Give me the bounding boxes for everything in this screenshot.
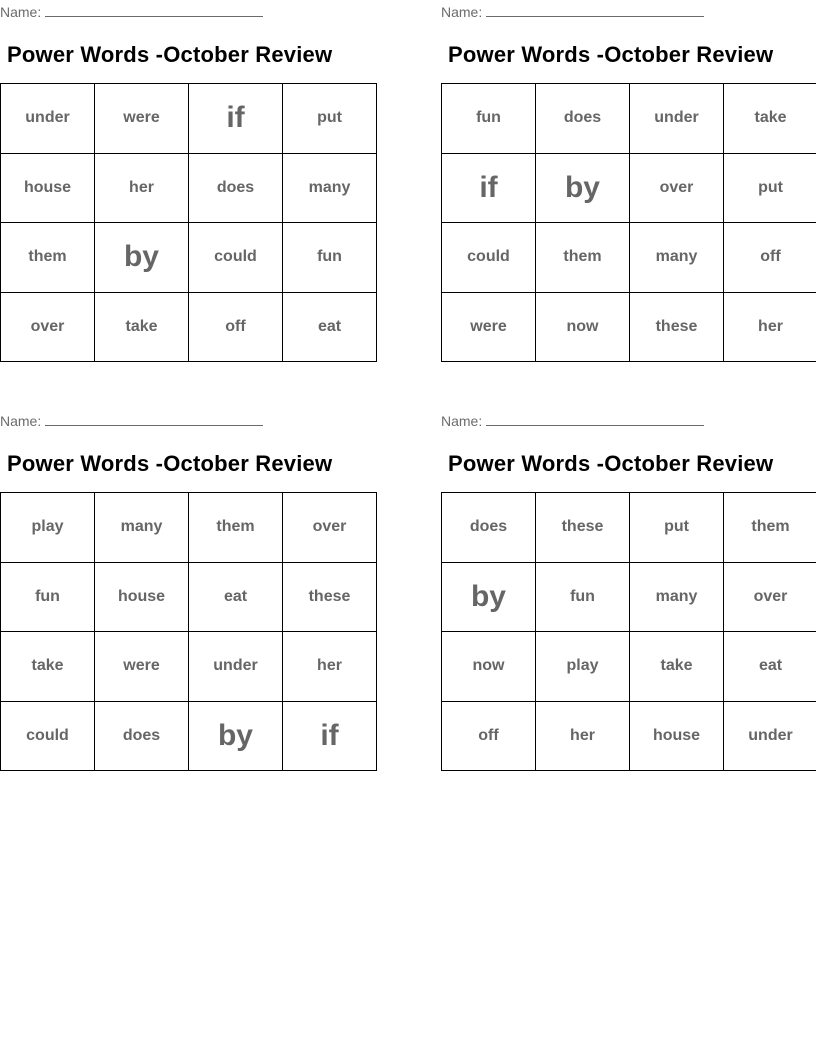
word-cell: many <box>95 493 189 563</box>
word-cell: put <box>630 493 724 563</box>
word-cell: eat <box>283 292 377 362</box>
word-cell: if <box>442 153 536 223</box>
bingo-card-2 <box>441 0 816 365</box>
word-cell: could <box>189 223 283 293</box>
word-cell: house <box>95 562 189 632</box>
word-grid <box>441 83 816 362</box>
word-cell: many <box>283 153 377 223</box>
word-cell: take <box>95 292 189 362</box>
word-cell: take <box>630 632 724 702</box>
grid-row <box>442 223 816 293</box>
grid-row <box>1 223 377 293</box>
word-cell: fun <box>1 562 95 632</box>
word-cell: off <box>189 292 283 362</box>
word-cell: if <box>283 701 377 771</box>
word-cell: by <box>536 153 630 223</box>
word-cell: put <box>724 153 816 223</box>
card-title: Power Words -October Review <box>448 42 774 67</box>
name-label: Name: <box>0 4 42 20</box>
name-line <box>441 2 704 21</box>
word-cell: under <box>724 701 816 771</box>
word-cell: were <box>95 84 189 154</box>
word-cell: her <box>95 153 189 223</box>
word-cell: them <box>536 223 630 293</box>
word-cell: could <box>1 701 95 771</box>
word-cell: off <box>724 223 816 293</box>
name-blank[interactable] <box>486 411 704 426</box>
word-cell: were <box>442 292 536 362</box>
word-cell: does <box>95 701 189 771</box>
grid-row <box>442 153 816 223</box>
name-label: Name: <box>441 4 483 20</box>
word-cell: now <box>536 292 630 362</box>
word-cell: under <box>1 84 95 154</box>
name-blank[interactable] <box>45 2 263 17</box>
grid-row <box>442 562 816 632</box>
word-cell: her <box>724 292 816 362</box>
grid-row <box>1 562 377 632</box>
word-grid <box>441 492 816 771</box>
word-cell: eat <box>724 632 816 702</box>
word-cell: were <box>95 632 189 702</box>
name-label: Name: <box>441 413 483 429</box>
word-cell: eat <box>189 562 283 632</box>
word-cell: take <box>724 84 816 154</box>
word-cell: many <box>630 223 724 293</box>
card-title: Power Words -October Review <box>7 451 333 476</box>
name-line <box>0 411 263 430</box>
bingo-card-1 <box>0 0 375 365</box>
word-cell: by <box>95 223 189 293</box>
word-cell: fun <box>283 223 377 293</box>
word-cell: play <box>1 493 95 563</box>
word-grid <box>0 83 377 362</box>
grid-row <box>442 493 816 563</box>
grid-row <box>442 632 816 702</box>
grid-row <box>1 493 377 563</box>
name-line <box>0 2 263 21</box>
card-title: Power Words -October Review <box>448 451 774 476</box>
word-cell: off <box>442 701 536 771</box>
grid-row <box>1 701 377 771</box>
grid-row <box>442 701 816 771</box>
name-blank[interactable] <box>45 411 263 426</box>
word-cell: fun <box>442 84 536 154</box>
word-cell: play <box>536 632 630 702</box>
name-label: Name: <box>0 413 42 429</box>
word-cell: fun <box>536 562 630 632</box>
bingo-card-4 <box>441 409 816 774</box>
name-blank[interactable] <box>486 2 704 17</box>
word-cell: house <box>630 701 724 771</box>
word-cell: them <box>1 223 95 293</box>
word-cell: these <box>536 493 630 563</box>
word-cell: over <box>724 562 816 632</box>
grid-row <box>1 153 377 223</box>
word-cell: under <box>189 632 283 702</box>
word-cell: does <box>189 153 283 223</box>
word-cell: house <box>1 153 95 223</box>
card-title: Power Words -October Review <box>7 42 333 67</box>
word-cell: does <box>442 493 536 563</box>
word-cell: her <box>536 701 630 771</box>
word-cell: these <box>630 292 724 362</box>
grid-row <box>1 632 377 702</box>
name-line <box>441 411 704 430</box>
grid-row <box>442 292 816 362</box>
bingo-card-3 <box>0 409 375 774</box>
word-cell: by <box>442 562 536 632</box>
grid-row <box>1 84 377 154</box>
word-cell: put <box>283 84 377 154</box>
word-cell: these <box>283 562 377 632</box>
grid-row <box>1 292 377 362</box>
word-cell: over <box>630 153 724 223</box>
word-cell: them <box>189 493 283 563</box>
word-cell: could <box>442 223 536 293</box>
word-cell: under <box>630 84 724 154</box>
word-cell: over <box>283 493 377 563</box>
word-cell: them <box>724 493 816 563</box>
word-cell: by <box>189 701 283 771</box>
word-cell: if <box>189 84 283 154</box>
word-cell: take <box>1 632 95 702</box>
grid-row <box>442 84 816 154</box>
word-grid <box>0 492 377 771</box>
word-cell: many <box>630 562 724 632</box>
word-cell: does <box>536 84 630 154</box>
word-cell: now <box>442 632 536 702</box>
word-cell: over <box>1 292 95 362</box>
word-cell: her <box>283 632 377 702</box>
